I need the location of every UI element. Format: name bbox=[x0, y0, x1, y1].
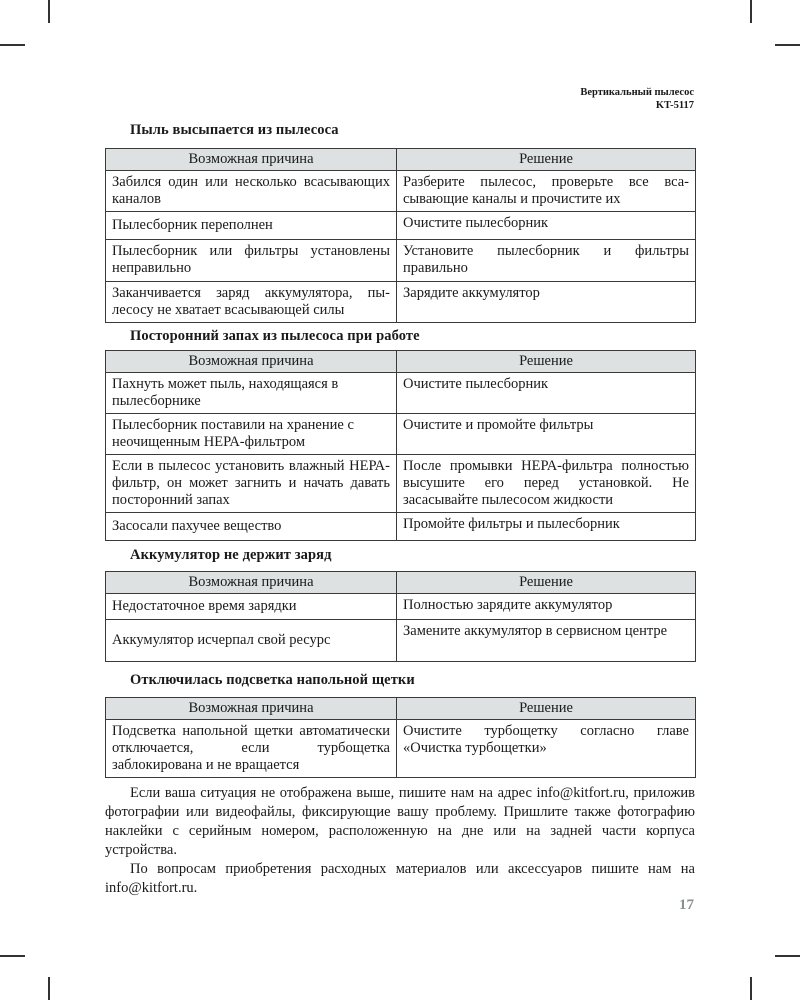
column-header-solution: Решение bbox=[397, 149, 696, 171]
column-header-solution: Решение bbox=[397, 351, 696, 373]
section-title-battery: Аккумулятор не держит заряд bbox=[130, 547, 332, 563]
section-title-backlight: Отключилась подсветка напольной щетки bbox=[130, 672, 415, 688]
solution-cell: Разберите пылесос, проверьте все всасывающие каналы и прочистите их bbox=[397, 171, 696, 212]
table-row bbox=[106, 594, 696, 620]
table-row bbox=[106, 282, 696, 323]
running-head bbox=[580, 86, 694, 112]
contact-paragraph: Если ваша ситуация не отображена выше, пишите нам на адрес info@kitfort.ru, приложив фотографии или видеофайлы, фиксирующие вашу проблему. Пришлите также фотографию наклейки с серийным номером, расположенную на дне или на задней части корпуса устройства. bbox=[105, 785, 695, 858]
table-row bbox=[106, 720, 696, 778]
crop-mark-bottom-right-vertical bbox=[750, 977, 752, 1000]
column-header-cause: Возможная причина bbox=[106, 351, 397, 373]
table-header-row bbox=[106, 351, 696, 373]
column-header-cause: Возможная причина bbox=[106, 698, 397, 720]
solution-cell: Установите пылесборник и фильтры правильно bbox=[397, 240, 696, 282]
solution-cell: Очистите и промойте фильтры bbox=[397, 414, 696, 455]
table-row bbox=[106, 455, 696, 513]
cause-cell: Подсветка напольной щетки автоматически отключается, если турбощетка заблокирована и не вращается bbox=[106, 720, 397, 778]
table-row bbox=[106, 620, 696, 662]
cause-cell: Засосали пахучее вещество bbox=[106, 513, 397, 541]
cause-cell: Недостаточное время зарядки bbox=[106, 594, 397, 620]
cause-cell: Пылесборник переполнен bbox=[106, 212, 397, 240]
crop-mark-top-right-horizontal bbox=[775, 44, 800, 46]
column-header-solution: Решение bbox=[397, 572, 696, 594]
table-header-row bbox=[106, 149, 696, 171]
table-row bbox=[106, 414, 696, 455]
crop-mark-bottom-right-horizontal bbox=[775, 955, 800, 957]
crop-mark-top-right-vertical bbox=[750, 0, 752, 23]
crop-mark-bottom-left-horizontal bbox=[0, 955, 25, 957]
section-title-dust: Пыль высыпается из пылесоса bbox=[130, 122, 339, 138]
cause-cell: Пылесборник поставили на хранение с неочищенным НЕРА-фильтром bbox=[106, 414, 397, 455]
accessories-paragraph: По вопросам приобретения расходных материалов или аксессуаров пишите нам на info@kitfort.ru. bbox=[105, 861, 695, 896]
table-row bbox=[106, 240, 696, 282]
solution-cell: После промывки НЕРА-фильтра полностью высушите его перед установкой. Не засасывайте пылесосом жидкости bbox=[397, 455, 696, 513]
troubleshooting-table-backlight bbox=[105, 697, 696, 778]
column-header-cause: Возможная причина bbox=[106, 149, 397, 171]
crop-mark-top-left-horizontal bbox=[0, 44, 25, 46]
product-name: Вертикальный пылесос bbox=[580, 87, 694, 98]
column-header-solution: Решение bbox=[397, 698, 696, 720]
solution-cell: Зарядите аккумулятор bbox=[397, 282, 696, 323]
table-row bbox=[106, 171, 696, 212]
solution-cell: Замените аккумулятор в сервисном центре bbox=[397, 620, 696, 662]
table-row bbox=[106, 513, 696, 541]
model-number: KT-5117 bbox=[655, 100, 694, 111]
cause-cell: Аккумулятор исчерпал свой ресурс bbox=[106, 620, 397, 662]
table-row bbox=[106, 373, 696, 414]
cause-cell: Если в пылесос установить влажный НЕРА-фильтр, он может загнить и начать давать посторонний запах bbox=[106, 455, 397, 513]
troubleshooting-table-odor bbox=[105, 350, 696, 541]
cause-cell: Забился один или несколько всасывающих каналов bbox=[106, 171, 397, 212]
cause-cell: Заканчивается заряд аккумулятора, пылесосу не хватает всасывающей силы bbox=[106, 282, 397, 323]
column-header-cause: Возможная причина bbox=[106, 572, 397, 594]
solution-cell: Промойте фильтры и пылесборник bbox=[397, 513, 696, 541]
table-row bbox=[106, 212, 696, 240]
section-title-odor: Посторонний запах из пылесоса при работе bbox=[130, 328, 420, 344]
crop-mark-top-left-vertical bbox=[48, 0, 50, 23]
page-number: 17 bbox=[679, 897, 694, 913]
solution-cell: Очистите пылесборник bbox=[397, 373, 696, 414]
cause-cell: Пахнуть может пыль, находящаяся в пылесборнике bbox=[106, 373, 397, 414]
troubleshooting-table-dust bbox=[105, 148, 696, 323]
cause-cell: Пылесборник или фильтры установлены неправильно bbox=[106, 240, 397, 282]
solution-cell: Полностью зарядите аккумулятор bbox=[397, 594, 696, 620]
table-header-row bbox=[106, 572, 696, 594]
contact-paragraphs bbox=[105, 784, 695, 898]
solution-cell: Очистите пылесборник bbox=[397, 212, 696, 240]
table-header-row bbox=[106, 698, 696, 720]
crop-mark-bottom-left-vertical bbox=[48, 977, 50, 1000]
solution-cell: Очистите турбощетку согласно главе «Очистка турбощетки» bbox=[397, 720, 696, 778]
troubleshooting-table-battery bbox=[105, 571, 696, 662]
